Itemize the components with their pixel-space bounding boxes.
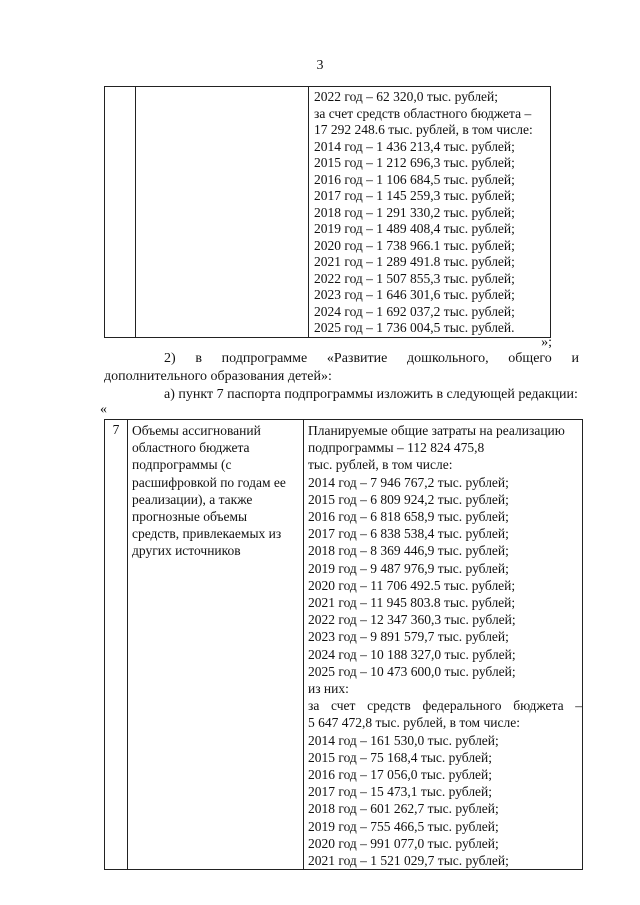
table1-line: 2025 год – 1 736 004,5 тыс. рублей. (314, 320, 515, 335)
amount-line: 2018 год – 8 369 446,9 тыс. рублей; (308, 543, 509, 559)
federal-line: 2015 год – 75 168,4 тыс. рублей; (308, 749, 493, 765)
table1-line: 2015 год – 1 212 696,3 тыс. рублей; (314, 155, 515, 170)
amount-line: 2019 год – 9 487 976,9 тыс. рублей; (308, 560, 509, 576)
item-title-line: подпрограммы (с (132, 457, 232, 473)
amount-line: подпрограммы – 112 824 475,8 (308, 440, 485, 456)
federal-word: федерального (422, 698, 502, 714)
table1-line: 2023 год – 1 646 301,6 тыс. рублей; (314, 287, 515, 302)
paragraph-subprogram: 2) в подпрограмме «Развитие дошкольного, общего и дополнительного образования детей»: (104, 351, 579, 384)
amount-line: из них: (308, 681, 349, 697)
item-title-line: средств, привлекаемых из (132, 526, 282, 542)
item-title-line: областного бюджета (132, 440, 250, 456)
federal-word: счет (331, 698, 356, 714)
federal-line: 2014 год – 161 530,0 тыс. рублей; (308, 732, 499, 748)
table1-line: 17 292 248.6 тыс. рублей, в том числе: (314, 122, 533, 137)
table1-line: 2018 год – 1 291 330,2 тыс. рублей; (314, 204, 515, 220)
amount-line: 2021 год – 11 945 803.8 тыс. рублей; (308, 595, 516, 611)
federal-word: бюджета (513, 698, 564, 714)
federal-line: 2021 год – 1 521 029,7 тыс. рублей; (308, 853, 509, 869)
amount-line: 2017 год – 6 838 538,4 тыс. рублей; (308, 526, 509, 542)
federal-line: 2018 год – 601 262,7 тыс. рублей; (308, 801, 499, 817)
item-amounts-cell (304, 420, 583, 870)
table1-line: 2022 год – 62 320,0 тыс. рублей; (314, 89, 499, 104)
table1-title-cell (136, 87, 309, 338)
amount-line: 2016 год – 6 818 658,9 тыс. рублей; (308, 509, 509, 525)
budget-table-continued (104, 86, 551, 338)
page-number: 3 (316, 58, 324, 73)
item-title-line: реализации), а также (132, 491, 253, 507)
federal-line: 2016 год – 17 056,0 тыс. рублей; (308, 767, 493, 783)
amount-line: 2022 год – 12 347 360,3 тыс. рублей; (308, 612, 516, 628)
amount-line: 2024 год – 10 188 327,0 тыс. рублей; (308, 646, 516, 662)
federal-word: – (575, 698, 582, 714)
amount-line: 2015 год – 6 809 924,2 тыс. рублей; (308, 491, 509, 507)
item-number: 7 (105, 420, 128, 870)
amount-line: Планируемые общие затраты на реализацию (308, 423, 565, 438)
passport-item7-table (104, 419, 583, 870)
opening-quote: « (100, 402, 107, 417)
table1-number-cell (105, 87, 136, 338)
item-title-line: Объемы ассигнований (132, 423, 261, 438)
amount-line: 2014 год – 7 946 767,2 тыс. рублей; (308, 474, 509, 490)
table1-amounts-cell (309, 87, 551, 338)
table1-line: 2021 год – 1 289 491.8 тыс. рублей; (314, 254, 515, 269)
item-title-line: других источников (132, 543, 241, 559)
item-title-line: расшифровкой по годам ее (132, 474, 286, 490)
amount-line: тыс. рублей, в том числе: (308, 457, 453, 473)
federal-line: 2020 год – 991 077,0 тыс. рублей; (308, 835, 499, 851)
amount-line: 2025 год – 10 473 600,0 тыс. рублей; (308, 663, 516, 679)
table1-line: 2014 год – 1 436 213,4 тыс. рублей; (314, 138, 515, 154)
table1-line: 2016 год – 1 106 684,5 тыс. рублей; (314, 171, 515, 187)
federal-word: средств (367, 698, 411, 714)
table1-line: за счет средств областного бюджета – (314, 105, 532, 121)
federal-line: 5 647 472,8 тыс. рублей, в том числе: (308, 715, 520, 731)
amount-line: 2023 год – 9 891 579,7 тыс. рублей; (308, 629, 509, 645)
table1-line: 2024 год – 1 692 037,2 тыс. рублей; (314, 303, 515, 319)
paragraph-item7: а) пункт 7 паспорта подпрограммы изложить в следующей редакции: (164, 387, 578, 402)
amount-line: 2020 год – 11 706 492.5 тыс. рублей; (308, 577, 516, 593)
federal-line: 2019 год – 755 466,5 тыс. рублей; (308, 818, 499, 834)
item-title-line: прогнозные объемы (132, 509, 248, 525)
table1-line: 2017 год – 1 145 259,3 тыс. рублей; (314, 188, 515, 203)
item-title-cell (128, 420, 304, 870)
closing-quote: »; (541, 335, 552, 350)
federal-word: за (308, 698, 320, 714)
federal-budget-heading (308, 697, 582, 714)
federal-line: 2017 год – 15 473,1 тыс. рублей; (308, 784, 493, 800)
table1-line: 2020 год – 1 738 966.1 тыс. рублей; (314, 237, 515, 253)
table1-line: 2022 год – 1 507 855,3 тыс. рублей; (314, 270, 515, 286)
table1-line: 2019 год – 1 489 408,4 тыс. рублей; (314, 221, 515, 236)
